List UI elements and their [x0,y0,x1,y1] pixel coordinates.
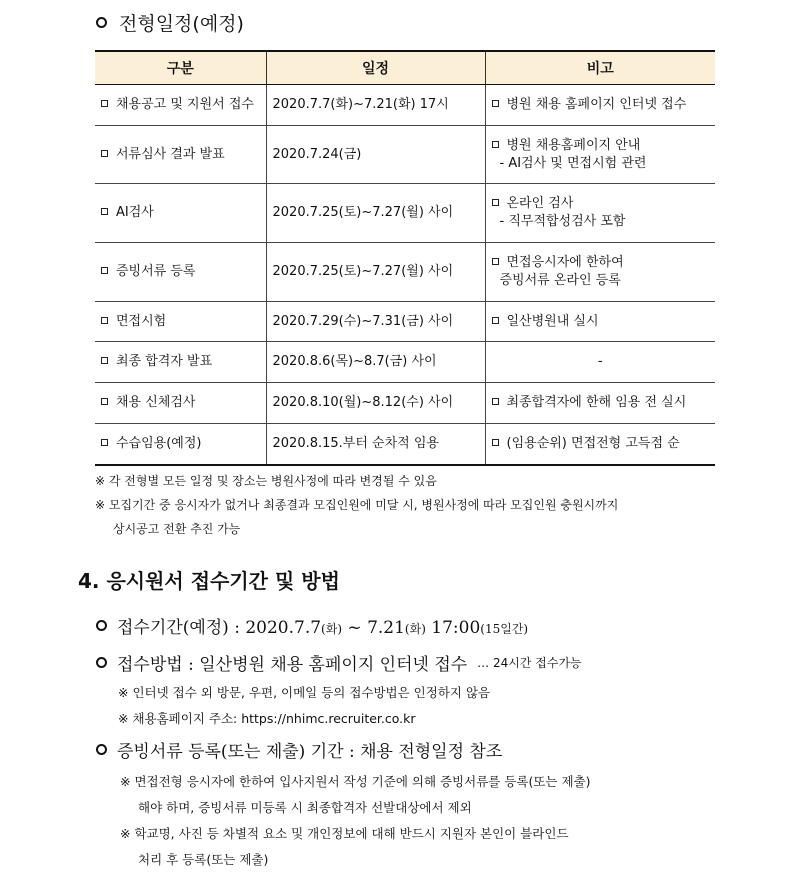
row-category: 채용공고 및 지원서 접수 [95,85,266,126]
square-bullet-icon [492,100,499,107]
header-remarks: 비고 [485,51,715,85]
documents-note-continued: 처리 후 등록(또는 제출) [138,852,269,867]
row-remarks: 최종합격자에 한해 임용 전 실시 [485,383,715,424]
row-remarks: 온라인 검사 - 직무적합성검사 포함 [485,184,715,243]
row-date: 2020.8.10(월)~8.12(수) 사이 [266,383,485,424]
row-category: 수습임용(예정) [95,424,266,465]
method-note-url: ※ 채용홈페이지 주소: https://nhimc.recruiter.co.kr [118,711,416,726]
row-date: 2020.8.6(목)~8.7(금) 사이 [266,342,485,383]
row-date: 2020.7.25(토)~7.27(월) 사이 [266,184,485,243]
table-header-row [95,51,715,85]
row-category: 서류심사 결과 발표 [95,126,266,184]
row-remarks: 면접응시자에 한하여 증빙서류 온라인 등록 [485,243,715,302]
documents-note: ※ 면접전형 응시자에 한하여 입사지원서 작성 기준에 의해 증빙서류를 등록(또는 제출) [120,774,591,789]
row-date: 2020.7.7(화)~7.21(화) 17시 [266,85,485,126]
table-row [95,383,715,424]
documents-note: ※ 학교명, 사진 등 차별적 요소 및 개인정보에 대해 반드시 지원자 본인이 블라인드 [120,826,569,841]
circle-bullet-icon [96,620,107,631]
documents-note-continued: 해야 하며, 증빙서류 미등록 시 최종합격자 선발대상에서 제외 [138,800,472,815]
circle-bullet-icon [96,657,107,668]
schedule-title [96,9,244,36]
table-row [95,184,715,243]
square-bullet-icon [101,208,108,215]
schedule-note: ※ 모집기간 중 응시자가 없거나 최종결과 모집인원에 미달 시, 병원사정에 따라 모집인원 충원시까지 [95,498,619,512]
schedule-note-continued: 상시공고 전환 추진 가능 [113,522,241,536]
square-bullet-icon [101,267,108,274]
application-period: 접수기간(예정) : 2020.7.7(화) ~ 7.21(화) 17:00(15일간) [96,613,528,638]
application-method: 접수방법 : 일산병원 채용 홈페이지 인터넷 접수 … 24시간 접수가능 [96,650,582,675]
section-title: 4. 응시원서 접수기간 및 방법 [78,569,340,593]
table-row [95,424,715,465]
square-bullet-icon [101,317,108,324]
row-category: 면접시험 [95,302,266,342]
square-bullet-icon [492,199,499,206]
table-row [95,85,715,126]
square-bullet-icon [101,398,108,405]
documents-period: 증빙서류 등록(또는 제출) 기간 : 채용 전형일정 참조 [96,737,502,762]
circle-bullet-icon [96,744,107,755]
row-category: 채용 신체검사 [95,383,266,424]
row-category: 최종 합격자 발표 [95,342,266,383]
row-date: 2020.7.29(수)~7.31(금) 사이 [266,302,485,342]
row-date: 2020.8.15.부터 순차적 임용 [266,424,485,465]
row-category: AI검사 [95,184,266,243]
method-note: ※ 인터넷 접수 외 방문, 우편, 이메일 등의 접수방법은 인정하지 않음 [118,685,491,700]
square-bullet-icon [101,357,108,364]
square-bullet-icon [101,100,108,107]
row-remarks: - [485,342,715,383]
table-row [95,126,715,184]
row-remarks: 일산병원내 실시 [485,302,715,342]
schedule-table [95,50,715,466]
square-bullet-icon [492,398,499,405]
square-bullet-icon [492,258,499,265]
row-remarks: 병원 채용홈페이지 안내 - AI검사 및 면접시험 관련 [485,126,715,184]
row-remarks: 병원 채용 홈페이지 인터넷 접수 [485,85,715,126]
row-date: 2020.7.25(토)~7.27(월) 사이 [266,243,485,302]
table-row [95,243,715,302]
table-row [95,302,715,342]
row-date: 2020.7.24(금) [266,126,485,184]
circle-bullet-icon [96,17,107,28]
square-bullet-icon [492,141,499,148]
header-date: 일정 [266,51,485,85]
square-bullet-icon [101,150,108,157]
row-remarks: (임용순위) 면접전형 고득점 순 [485,424,715,465]
row-category: 증빙서류 등록 [95,243,266,302]
schedule-title-text: 전형일정(예정) [119,13,244,35]
table-row [95,342,715,383]
square-bullet-icon [492,317,499,324]
header-category: 구분 [95,51,266,85]
square-bullet-icon [101,439,108,446]
square-bullet-icon [492,439,499,446]
schedule-note: ※ 각 전형별 모든 일정 및 장소는 병원사정에 따라 변경될 수 있음 [95,474,437,488]
